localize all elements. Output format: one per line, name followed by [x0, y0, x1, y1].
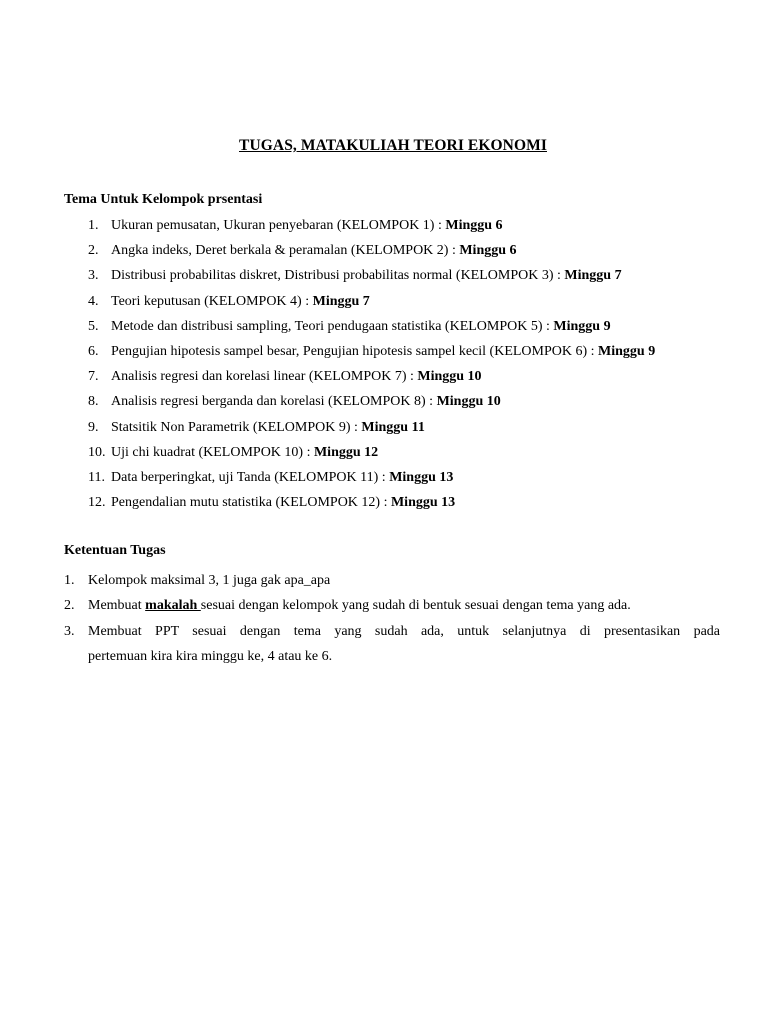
rule-text: Kelompok maksimal 3, 1 juga gak apa_apa [88, 573, 331, 588]
topic-text [111, 493, 455, 513]
topic-description: Angka indeks, Deret berkala & peramalan (KELOMPOK 2) : [111, 243, 460, 259]
topic-week: Minggu 10 [436, 394, 501, 410]
topic-number: 1. [88, 218, 99, 233]
topic-description: Distribusi probabilitas diskret, Distribusi probabilitas normal (KELOMPOK 3) : [111, 268, 565, 284]
topic-text [111, 317, 611, 337]
topic-week: Minggu 6 [445, 218, 503, 233]
topic-week: Minggu 13 [390, 495, 456, 511]
rule-emphasis-makalah: makalah [145, 598, 201, 614]
rule-text [88, 619, 720, 670]
rule-text-line2: pertemuan kira kira minggu ke, 4 atau ke 6. [88, 648, 333, 664]
rule-number: 2. [64, 598, 75, 614]
topic-week: Minggu 6 [459, 243, 517, 259]
rules-heading: Ketentuan Tugas [64, 543, 166, 558]
topic-number: 9. [88, 419, 99, 435]
topic-number: 5. [88, 318, 99, 334]
topic-text [111, 292, 370, 312]
topic-description: Analisis regresi dan korelasi linear (KELOMPOK 7) : [111, 369, 418, 385]
topic-description: Data berperingkat, uji Tanda (KELOMPOK 11) : [111, 469, 390, 485]
topic-description: Ukuran pemusatan, Ukuran penyebaran (KELOMPOK 1) : [111, 218, 446, 233]
topic-description: Uji chi kuadrat (KELOMPOK 10) : [111, 444, 314, 460]
rule-text [88, 593, 720, 618]
topic-text [111, 367, 482, 387]
topic-text [111, 468, 453, 488]
topic-number: 3. [88, 268, 99, 284]
topic-text [111, 418, 425, 438]
topic-week: Minggu 11 [361, 419, 425, 435]
topic-number: 8. [88, 394, 99, 410]
topic-number: 4. [88, 293, 99, 309]
topic-text [111, 392, 501, 412]
topic-description: Metode dan distribusi sampling, Teori pendugaan statistika (KELOMPOK 5) : [111, 318, 554, 334]
topic-number: 11. [88, 469, 105, 485]
rule-text-line1: Membuat PPT sesuai dengan tema yang sudah ada, untuk selanjutnya di presentasikan pada [88, 623, 720, 639]
topic-number: 6. [88, 343, 99, 359]
topics-heading: Tema Untuk Kelompok prsentasi [64, 192, 263, 207]
topic-week: Minggu 10 [417, 369, 482, 385]
rule-text-before: Membuat [88, 598, 146, 614]
topic-week: Minggu 7 [312, 293, 370, 309]
document-title: TUGAS, MATAKULIAH TEORI EKONOMI [239, 137, 547, 154]
topic-text [111, 266, 622, 286]
topic-number: 12. [88, 495, 106, 511]
topic-week: Minggu 7 [564, 268, 622, 284]
topic-week: Minggu 13 [389, 469, 454, 485]
topic-description: Statsitik Non Parametrik (KELOMPOK 9) : [111, 419, 362, 435]
topic-text [111, 443, 378, 463]
topic-week: Minggu 12 [313, 444, 379, 460]
topic-number: 2. [88, 243, 99, 259]
topic-description: Pengujian hipotesis sampel besar, Pengujian hipotesis sampel kecil (KELOMPOK 6) : [111, 343, 599, 359]
topic-week: Minggu 9 [598, 343, 656, 359]
topic-number: 7. [88, 369, 99, 385]
rule-number: 3. [64, 623, 75, 639]
rule-text-after: sesuai dengan kelompok yang sudah di bentuk sesuai dengan tema yang ada. [200, 598, 631, 614]
topic-description: Pengendalian mutu statistika (KELOMPOK 12) : [111, 495, 391, 511]
topic-text [111, 342, 655, 362]
topic-text [111, 241, 517, 261]
rule-number: 1. [64, 573, 75, 588]
topic-description: Analisis regresi berganda dan korelasi (KELOMPOK 8) : [111, 394, 437, 410]
topic-number: 10. [88, 444, 106, 460]
topic-text [111, 216, 503, 236]
topic-description: Teori keputusan (KELOMPOK 4) : [111, 293, 313, 309]
topic-week: Minggu 9 [553, 318, 611, 334]
